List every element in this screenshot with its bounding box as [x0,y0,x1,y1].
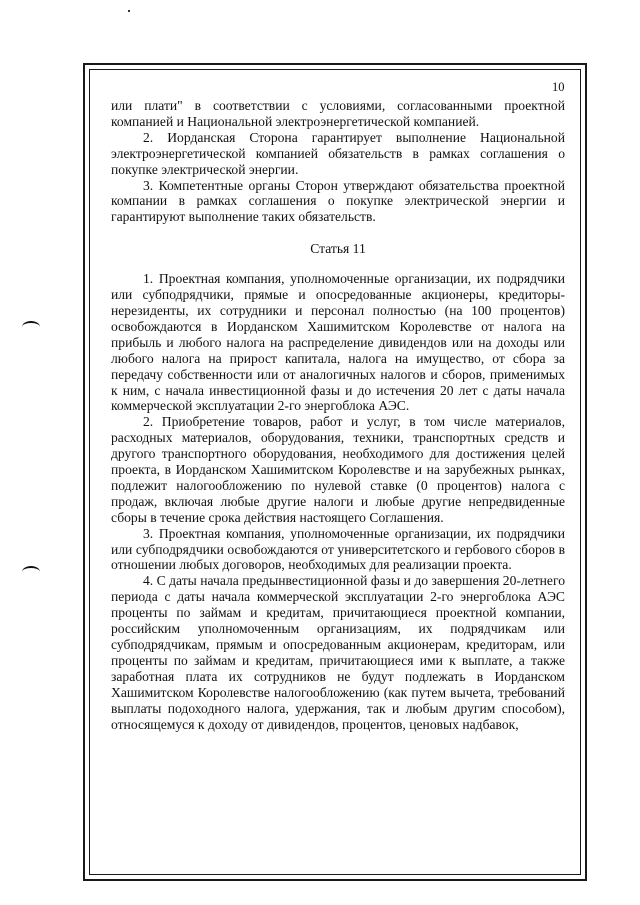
article-paragraph: 4. С даты начала предынвестиционной фазы и до завершения 20-летнего периода с даты начала коммерческой эксплуатации 2-го энергоблока АЭС проценты по займам и кредитам, причитающиеся проектной компании, российским уполномоченным организациям, их подрядчикам или субподрядчикам, прямым и опосредованным акционерам, кредиторам, или проценты по займам и кредитам, причитающиеся ими к выплате, а также заработная плата их сотрудников не будут подлежать в Иорданском Хашимитском Королевстве налогообложению (как путем вычета, требований выплаты подоходного налога, удержания, так и любым другим способом), относящемуся к доходу от дивидендов, процентов, ценовых надбавок, [111,573,565,732]
article-paragraph: 2. Приобретение товаров, работ и услуг, в том числе материалов, расходных материалов, оборудования, техники, транспортных средств и другого транспортного оборудования, необходимого для достижения целей проекта, в Иорданском Хашимитском Королевстве и на зарубежных рынках, подлежит налогообложению по нулевой ставке (0 процентов) налога с продаж, включая любые другие налоги и любые другие непредвиденные сборы в течение срока действия настоящего Соглашения. [111,414,565,525]
page-number: 10 [552,80,565,94]
margin-mark [22,321,40,333]
paragraph-continuation: или плати" в соответствии с условиями, согласованными проектной компанией и Национальной электроэнергетической компанией. [111,98,565,129]
scan-speck [128,10,130,12]
article-paragraph: 1. Проектная компания, уполномоченные организации, их подрядчики или субподрядчики, прямые и опосредованные акционеры, кредиторы-нерезиденты, их сотрудники и персонал полностью (на 100 процентов) освобождаются в Иорданском Хашимитском Королевстве от налога на прибыль и любого налога на распределение дивидендов или на доходы или любого налога на прирост капитала, налога на имущество, от сбора за передачу собственности или от аналогичных налогов и сборов, применимых к ним, с начала инвестиционной фазы и до истечения 20 лет с даты начала коммерческой эксплуатации 2-го энергоблока АЭС. [111,271,565,414]
article-heading: Статья 11 [310,241,366,257]
margin-mark [22,566,40,578]
article-paragraph: 3. Проектная компания, уполномоченные организации, их подрядчики или субподрядчики освобождаются от университетского и гербового сборов в отношении любых договоров, необходимых для реализации проекта. [111,525,565,573]
paragraph: 3. Компетентные органы Сторон утверждают обязательства проектной компании в рамках соглашения о покупке электрической энергии и гарантируют выполнение таких обязательств. [111,177,565,225]
document-body [111,98,565,732]
paragraph: 2. Иорданская Сторона гарантирует выполнение Национальной электроэнергетической компанией обязательств в рамках соглашения о покупке электрической энергии. [111,129,565,177]
